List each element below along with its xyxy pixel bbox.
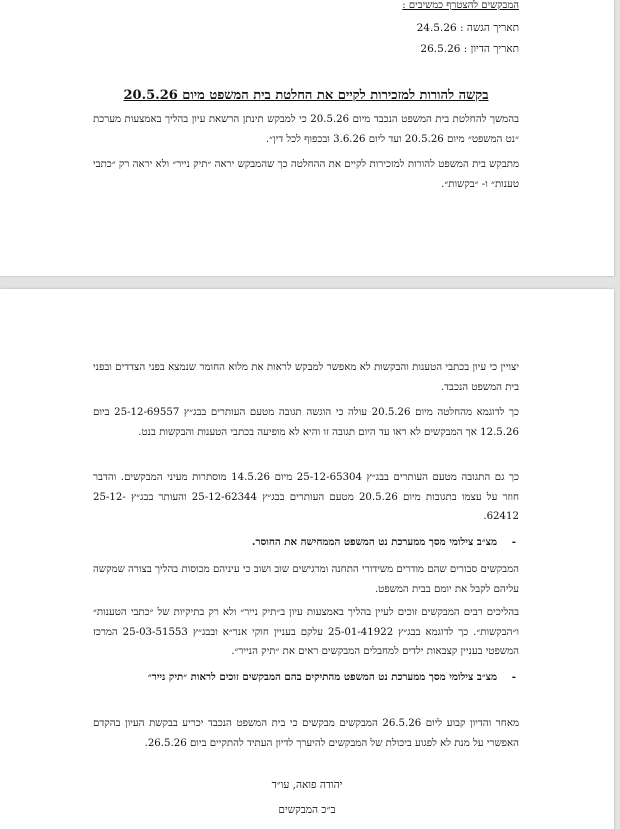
- bullet-text: מצ״ב צילומי מסך ממערכת נט המשפט הממחישה את החוסר.: [251, 536, 497, 548]
- document-page-1: [0, 0, 614, 276]
- bullet-item: [93, 668, 519, 688]
- document-page-2: [0, 289, 614, 829]
- paragraph: מתבקש בית המשפט להורות למזכירות לקיים את ההחלטה כך שהמבקש יראה ״תיק נייר״ ולא יראה רק ״כתבי טענות״ ו- ״בקשות״.: [93, 159, 519, 190]
- paragraph: מאחר והדיון קבוע ליום 26.5.26 המבקשים מבקשים כי בית המשפט הנכבד יכריע בבקשת העיון בהקדם האפשרי על מנת לא לפגוע ביכולת של המבקשים להיערך לדיון העתיד להתקיים ביום 26.5.26.: [93, 718, 519, 749]
- paragraph: המבקשים סבורים שהם מודרים משידורי התחנה ומרגישים שוב ושוב כי עיניהם מכוסות בהליך בצורה שמקשה עליהם לקבל את יומם בבית המשפט.: [93, 564, 519, 595]
- signature-role: ב״כ המבקשים: [278, 804, 336, 816]
- header-note: המבקשים להצטרף כמשיבים :: [402, 0, 519, 11]
- paragraph: יצויין כי עיון בכתבי הטענות והבקשות לא מאפשר למבקש לראות את מלוא החומר שנמצא בפני הצדדים ובפני בית המשפט הנכבד.: [93, 362, 519, 393]
- bullet-mark: -: [511, 671, 516, 683]
- paragraph: כך גם התגובה מטעם העותרים בבג״ץ 25-12-65304 מיום 14.5.26 מוסתרות מעיני המבקשים. והדבר חוזר על עצמו בתגובות מיום 20.5.26 מטעם העותרים בבג״ץ 25-12-62344 והעותר בבג״ץ 25-12-62412.: [93, 472, 520, 522]
- bullet-text: מצ״ב צילומי מסך ממערכת נט המשפט מהתיקים בהם המבקשים זוכים לראות ״תיק נייר״: [147, 671, 497, 683]
- submit-date: תאריך הגשה : 24.5.26: [416, 22, 519, 34]
- bullet-mark: -: [511, 536, 516, 548]
- paragraph: כך לדוגמא מהחלטה מיום 20.5.26 עולה כי הוגשה תגובה מטעם העותרים בבג״ץ 25-12-69557 ביום 12.5.26 אך המבקשים לא ראו עד היום תגובה זו והיא לא מופיעה בכתבי הטענות והבקשות בנט.: [93, 407, 519, 438]
- paragraph: בהליכים רבים המבקשים זוכים לעיין בהליך באמצעות עיון ב״תיק נייר״ ולא רק בתיקיות של ״כתבי הטענות״ ו״הבקשות״. כך לדוגמא בבג״ץ 25-01-41922 עלקם בעניין חוקי אנר״א ובבג״ץ 25-03-51553 המרכז המשפטי בעניין קצבאות ילדים למחבלים המבקשים ראים את ״תיק הנייר״.: [93, 607, 519, 657]
- signature-name: יהודה פואה, עו״ד: [271, 779, 343, 791]
- hearing-date: תאריך הדיון : 26.5.26: [420, 43, 519, 55]
- bullet-item: [93, 533, 519, 553]
- document-title: בקשה להורות למזכירות לקיים את החלטת בית המשפט מיום 20.5.26: [123, 88, 489, 103]
- paragraph: בהמשך להחלטת בית המשפט הנכבד מיום 20.5.26 כי למבקש תינתן הרשאת עיון בהליך באמצעות מערכת ״נט המשפט״ מיום 20.5.26 ועד ליום 3.6.26 ובכפוף לכל דין״.: [93, 114, 519, 145]
